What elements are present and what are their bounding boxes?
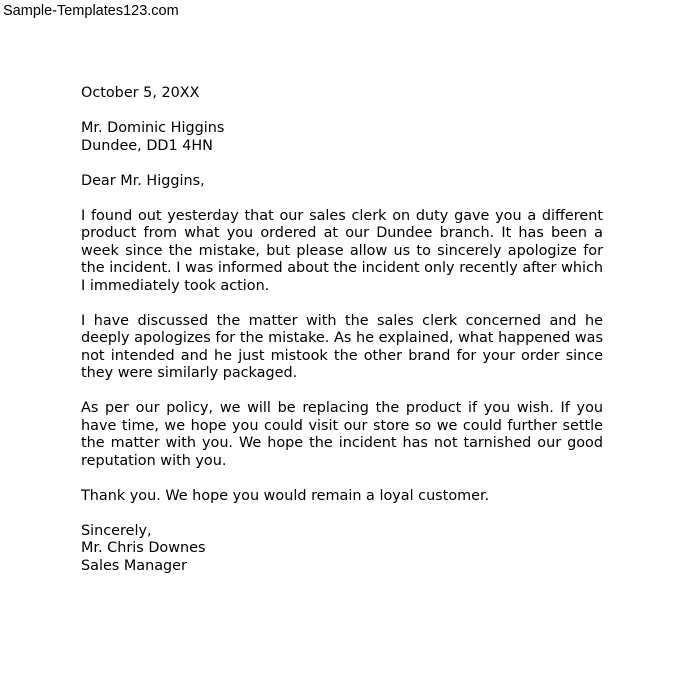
paragraph-4: Thank you. We hope you would remain a loyal customer.: [81, 487, 490, 504]
recipient-name: Mr. Dominic Higgins: [81, 120, 225, 136]
closing: Sincerely,: [81, 522, 152, 539]
paragraph-1: I found out yesterday that our sales clerk on duty gave you a different product from what you ordered at our Dundee branch. It has been a week since the mistake, but please allow us to sincerely apologize for the incident. I was informed about the incident only recently after which I immediately took action.: [81, 207, 603, 294]
letter-body: [81, 85, 603, 575]
site-watermark: Sample-Templates123.com: [3, 3, 179, 19]
sender-name: Mr. Chris Downes: [81, 540, 206, 556]
sender-title: Sales Manager: [81, 557, 187, 574]
paragraph-2: I have discussed the matter with the sales clerk concerned and he deeply apologizes for the mistake. As he explained, what happened was not intended and he just mistook the other brand for your order since they were similarly packaged.: [81, 312, 603, 381]
salutation: Dear Mr. Higgins,: [81, 172, 205, 189]
recipient-address: Dundee, DD1 4HN: [81, 137, 213, 154]
letter-date: October 5, 20XX: [81, 85, 200, 101]
paragraph-3: As per our policy, we will be replacing the product if you wish. If you have time, we hope you could visit our store so we could further settle the matter with you. We hope the incident has not tarnished our good reputation with you.: [81, 400, 603, 469]
